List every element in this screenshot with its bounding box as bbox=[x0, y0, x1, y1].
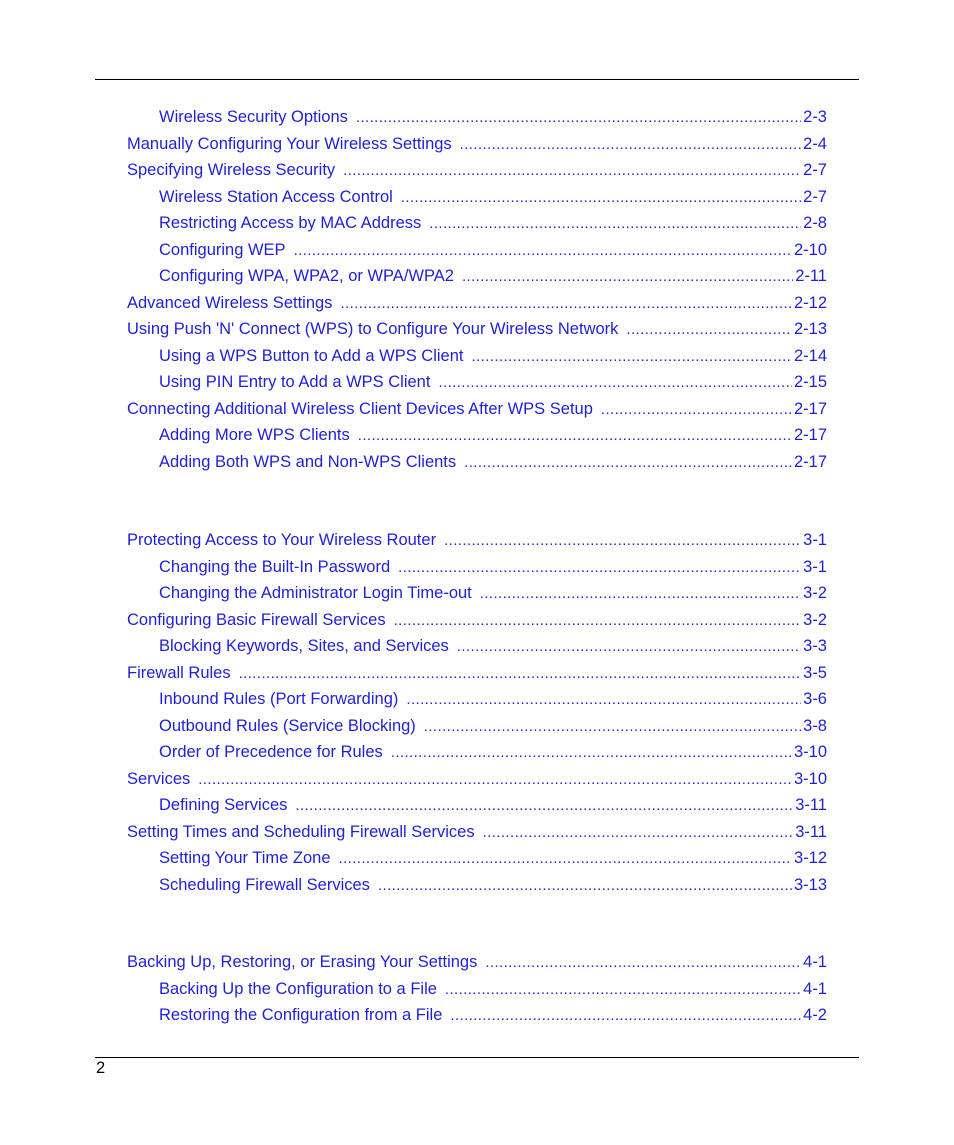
toc-entry-title: Protecting Access to Your Wireless Router bbox=[127, 531, 437, 549]
toc-entry[interactable] bbox=[127, 422, 827, 449]
toc-entry-page: 3-10 bbox=[793, 769, 827, 788]
toc-entry[interactable] bbox=[127, 210, 827, 237]
toc-dot-leader bbox=[444, 528, 801, 554]
toc-entry-page: 4-1 bbox=[803, 979, 827, 998]
toc-entry-page: 2-11 bbox=[795, 267, 827, 285]
toc-entry-title: Connecting Additional Wireless Client Devices After WPS Setup bbox=[127, 399, 593, 418]
toc-entry-page: 2-8 bbox=[803, 214, 827, 232]
page-number: 2 bbox=[96, 1059, 106, 1077]
toc-dot-leader bbox=[438, 370, 792, 396]
toc-entry[interactable] bbox=[127, 792, 827, 819]
toc-dot-leader bbox=[480, 581, 801, 607]
toc-entry-title: Outbound Rules (Service Blocking) bbox=[159, 716, 416, 735]
toc-entry[interactable] bbox=[127, 633, 827, 660]
toc-entry-page: 3-1 bbox=[803, 531, 827, 549]
toc-entry-page: 3-13 bbox=[793, 875, 827, 894]
toc-entry-title: Setting Your Time Zone bbox=[159, 849, 331, 867]
toc-section-chapter-2 bbox=[127, 104, 827, 475]
toc-dot-leader bbox=[406, 687, 801, 713]
toc-section-chapter-4 bbox=[127, 949, 827, 1029]
toc-dot-leader bbox=[424, 714, 801, 740]
toc-entry[interactable] bbox=[127, 713, 827, 740]
toc-entry[interactable] bbox=[127, 396, 827, 423]
toc-entry[interactable] bbox=[127, 949, 827, 976]
toc-entry-page: 2-10 bbox=[793, 240, 827, 259]
toc-entry[interactable] bbox=[127, 976, 827, 1003]
toc-entry-page: 3-2 bbox=[803, 584, 827, 602]
toc-entry[interactable] bbox=[127, 766, 827, 793]
toc-entry[interactable] bbox=[127, 660, 827, 687]
toc-dot-leader bbox=[339, 846, 792, 872]
toc-entry-page: 3-6 bbox=[803, 690, 827, 708]
toc-entry-title: Specifying Wireless Security bbox=[127, 161, 336, 179]
toc-dot-leader bbox=[343, 158, 801, 184]
toc-dot-leader bbox=[450, 1003, 801, 1029]
toc-entry-title: Adding More WPS Clients bbox=[159, 426, 350, 444]
toc-dot-leader bbox=[394, 608, 802, 634]
toc-dot-leader bbox=[239, 661, 802, 687]
toc-entry[interactable] bbox=[127, 739, 827, 766]
toc-entry-title: Configuring WEP bbox=[159, 240, 286, 259]
toc-entry-page: 2-17 bbox=[793, 399, 827, 418]
toc-dot-leader bbox=[464, 450, 792, 476]
toc-entry-title: Changing the Administrator Login Time-out bbox=[159, 584, 472, 602]
toc-dot-leader bbox=[358, 423, 792, 449]
toc-entry-page: 2-7 bbox=[803, 187, 827, 206]
toc-entry-title: Order of Precedence for Rules bbox=[159, 743, 383, 761]
toc-entry-page: 3-3 bbox=[803, 637, 827, 655]
toc-entry-page: 2-17 bbox=[793, 452, 827, 471]
toc-dot-leader bbox=[483, 820, 794, 846]
toc-dot-leader bbox=[429, 211, 801, 237]
toc-entry-page: 3-8 bbox=[803, 716, 827, 735]
toc-dot-leader bbox=[398, 555, 801, 581]
toc-entry[interactable] bbox=[127, 157, 827, 184]
toc-entry[interactable] bbox=[127, 263, 827, 290]
toc-dot-leader bbox=[601, 397, 792, 423]
toc-entry-title: Inbound Rules (Port Forwarding) bbox=[159, 690, 399, 708]
toc-entry-page: 3-1 bbox=[803, 557, 827, 576]
toc-entry-page: 4-2 bbox=[803, 1006, 827, 1024]
toc-entry[interactable] bbox=[127, 686, 827, 713]
toc-entry-page: 4-1 bbox=[803, 953, 827, 971]
toc-entry[interactable] bbox=[127, 343, 827, 370]
toc-entry-page: 2-4 bbox=[803, 134, 827, 153]
toc-entry-title: Wireless Station Access Control bbox=[159, 187, 393, 206]
toc-dot-leader bbox=[295, 793, 793, 819]
toc-entry-page: 2-12 bbox=[793, 293, 827, 312]
toc-entry-title: Blocking Keywords, Sites, and Services bbox=[159, 637, 449, 655]
toc-entry-title: Restoring the Configuration from a File bbox=[159, 1006, 443, 1024]
toc-entry[interactable] bbox=[127, 872, 827, 899]
toc-entry[interactable] bbox=[127, 369, 827, 396]
toc-entry-title: Wireless Security Options bbox=[159, 108, 348, 126]
toc-dot-leader bbox=[460, 132, 801, 158]
toc-section-chapter-3 bbox=[127, 527, 827, 898]
toc-entry[interactable] bbox=[127, 554, 827, 581]
toc-entry-page: 3-5 bbox=[803, 663, 827, 682]
toc-entry[interactable] bbox=[127, 449, 827, 476]
toc-entry[interactable] bbox=[127, 607, 827, 634]
toc-entry-title: Restricting Access by MAC Address bbox=[159, 214, 422, 232]
toc-dot-leader bbox=[378, 873, 792, 899]
toc-entry-title: Adding Both WPS and Non-WPS Clients bbox=[159, 452, 457, 471]
toc-entry-title: Using a WPS Button to Add a WPS Client bbox=[159, 346, 464, 365]
toc-dot-leader bbox=[471, 344, 791, 370]
toc-entry-title: Firewall Rules bbox=[127, 663, 231, 682]
toc-entry-page: 3-2 bbox=[803, 610, 827, 629]
toc-entry[interactable] bbox=[127, 290, 827, 317]
toc-entry-title: Manually Configuring Your Wireless Settings bbox=[127, 134, 452, 153]
toc-dot-leader bbox=[485, 950, 801, 976]
toc-dot-leader bbox=[462, 264, 793, 290]
toc-dot-leader bbox=[340, 291, 792, 317]
toc-entry[interactable] bbox=[127, 580, 827, 607]
toc-dot-leader bbox=[445, 977, 801, 1003]
toc-entry-title: Services bbox=[127, 769, 191, 788]
toc-entry[interactable] bbox=[127, 316, 827, 343]
toc-entry[interactable] bbox=[127, 819, 827, 846]
toc-entry[interactable] bbox=[127, 527, 827, 554]
toc-entry-title: Defining Services bbox=[159, 796, 288, 814]
toc-dot-leader bbox=[401, 185, 801, 211]
toc-entry-page: 2-3 bbox=[803, 108, 827, 126]
header-rule bbox=[95, 79, 859, 80]
toc-dot-leader bbox=[457, 634, 801, 660]
toc-dot-leader bbox=[626, 317, 792, 343]
toc-entry[interactable] bbox=[127, 131, 827, 158]
toc-entry-title: Backing Up the Configuration to a File bbox=[159, 979, 437, 998]
toc-entry-title: Backing Up, Restoring, or Erasing Your Settings bbox=[127, 953, 478, 971]
toc-entry-title: Configuring WPA, WPA2, or WPA/WPA2 bbox=[159, 267, 454, 285]
toc-entry[interactable] bbox=[127, 237, 827, 264]
toc-entry-title: Using PIN Entry to Add a WPS Client bbox=[159, 373, 431, 391]
toc-entry-title: Using Push 'N' Connect (WPS) to Configure Your Wireless Network bbox=[127, 320, 619, 338]
toc-entry[interactable] bbox=[127, 104, 827, 131]
toc-entry-title: Configuring Basic Firewall Services bbox=[127, 610, 386, 629]
toc-entry-page: 2-15 bbox=[793, 373, 827, 391]
toc-dot-leader bbox=[391, 740, 792, 766]
toc-entry[interactable] bbox=[127, 1002, 827, 1029]
toc-entry-page: 2-13 bbox=[793, 320, 827, 338]
toc-dot-leader bbox=[294, 238, 792, 264]
toc-entry-title: Scheduling Firewall Services bbox=[159, 875, 370, 894]
toc-entry-title: Setting Times and Scheduling Firewall Services bbox=[127, 822, 475, 841]
toc-dot-leader bbox=[198, 767, 792, 793]
toc-entry-page: 2-17 bbox=[793, 426, 827, 444]
footer-rule bbox=[95, 1057, 859, 1058]
toc-entry-page: 2-14 bbox=[793, 346, 827, 365]
toc-entry-page: 2-7 bbox=[803, 161, 827, 179]
toc-entry-page: 3-11 bbox=[795, 822, 827, 841]
toc-entry-page: 3-10 bbox=[793, 743, 827, 761]
toc-dot-leader bbox=[356, 105, 801, 131]
toc-entry-page: 3-12 bbox=[793, 849, 827, 867]
toc-entry-page: 3-11 bbox=[795, 796, 827, 814]
toc-entry-title: Changing the Built-In Password bbox=[159, 557, 391, 576]
toc-entry-title: Advanced Wireless Settings bbox=[127, 293, 333, 312]
toc-entry[interactable] bbox=[127, 845, 827, 872]
toc-entry[interactable] bbox=[127, 184, 827, 211]
